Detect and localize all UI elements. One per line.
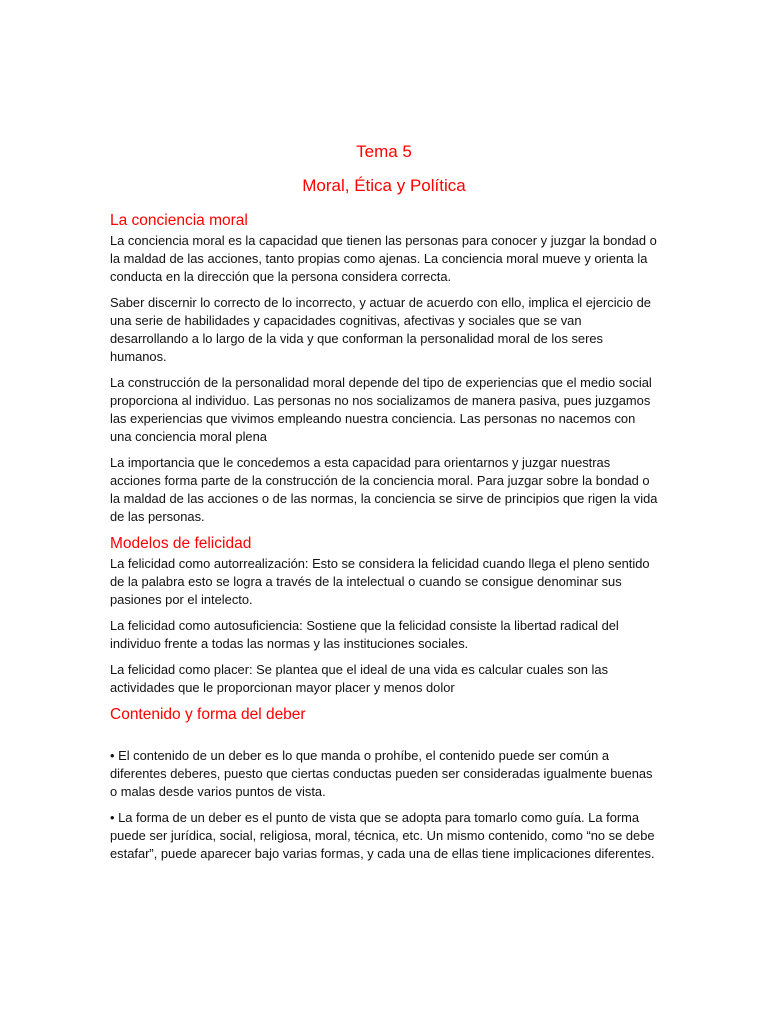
bullet-paragraph: • El contenido de un deber es lo que manda o prohíbe, el contenido puede ser común a diferentes deberes, puesto que ciertas conductas pueden ser consideradas igualmente buenas o malas desde varios puntos de vista.: [110, 748, 653, 799]
paragraph: La felicidad como autosuficiencia: Sostiene que la felicidad consiste la libertad radical del individuo frente a todas las normas y las instituciones sociales.: [110, 618, 619, 651]
document-content: [110, 140, 658, 871]
paragraph: La construcción de la personalidad moral depende del tipo de experiencias que el medio social proporciona al individuo. Las personas no nos socializamos de manera pasiva, pues juzgamos las experiencias que vivimos empleando nuestra conciencia. Las personas no nacemos con una conciencia moral plena: [110, 375, 652, 444]
section-modelos-felicidad: [110, 534, 658, 697]
paragraph: La felicidad como placer: Se plantea que el ideal de una vida es calcular cuales son las actividades que le proporcionan mayor placer y menos dolor: [110, 662, 609, 695]
document-subtitle: Moral, Ética y Política: [302, 176, 466, 195]
section-heading: Contenido y forma del deber: [110, 706, 306, 723]
bullet-paragraph: • La forma de un deber es el punto de vista que se adopta para tomarlo como guía. La forma puede ser jurídica, social, religiosa, moral, técnica, etc. Un mismo contenido, como “no se debe estafar”, puede aparecer bajo varias formas, y cada una de ellas tiene implicaciones diferentes.: [110, 810, 655, 861]
paragraph: La felicidad como autorrealización: Esto se considera la felicidad cuando llega el pleno sentido de la palabra esto se logra a través de la intelectual o cuando se consigue denominar sus pasiones por el intelecto.: [110, 556, 650, 607]
paragraph: Saber discernir lo correcto de lo incorrecto, y actuar de acuerdo con ello, implica el ejercicio de una serie de habilidades y capacidades cognitivas, afectivas y sociales que se van desarrollando a lo largo de la vida y que conforman la personalidad moral de los seres humanos.: [110, 295, 651, 364]
paragraph: La importancia que le concedemos a esta capacidad para orientarnos y juzgar nuestras acciones forma parte de la construcción de la conciencia moral. Para juzgar sobre la bondad o la maldad de las acciones o de las normas, la conciencia se sirve de principios que rigen la vida de las personas.: [110, 455, 658, 524]
section-conciencia-moral: [110, 211, 658, 526]
paragraph: La conciencia moral es la capacidad que tienen las personas para conocer y juzgar la bondad o la maldad de las acciones, tanto propias como ajenas. La conciencia moral mueve y orienta la conducta en la dirección que la persona considera correcta.: [110, 233, 657, 284]
section-heading: Modelos de felicidad: [110, 535, 252, 552]
document-title: Tema 5: [356, 142, 412, 161]
section-contenido-forma-deber: [110, 705, 658, 863]
section-heading: La conciencia moral: [110, 212, 248, 229]
